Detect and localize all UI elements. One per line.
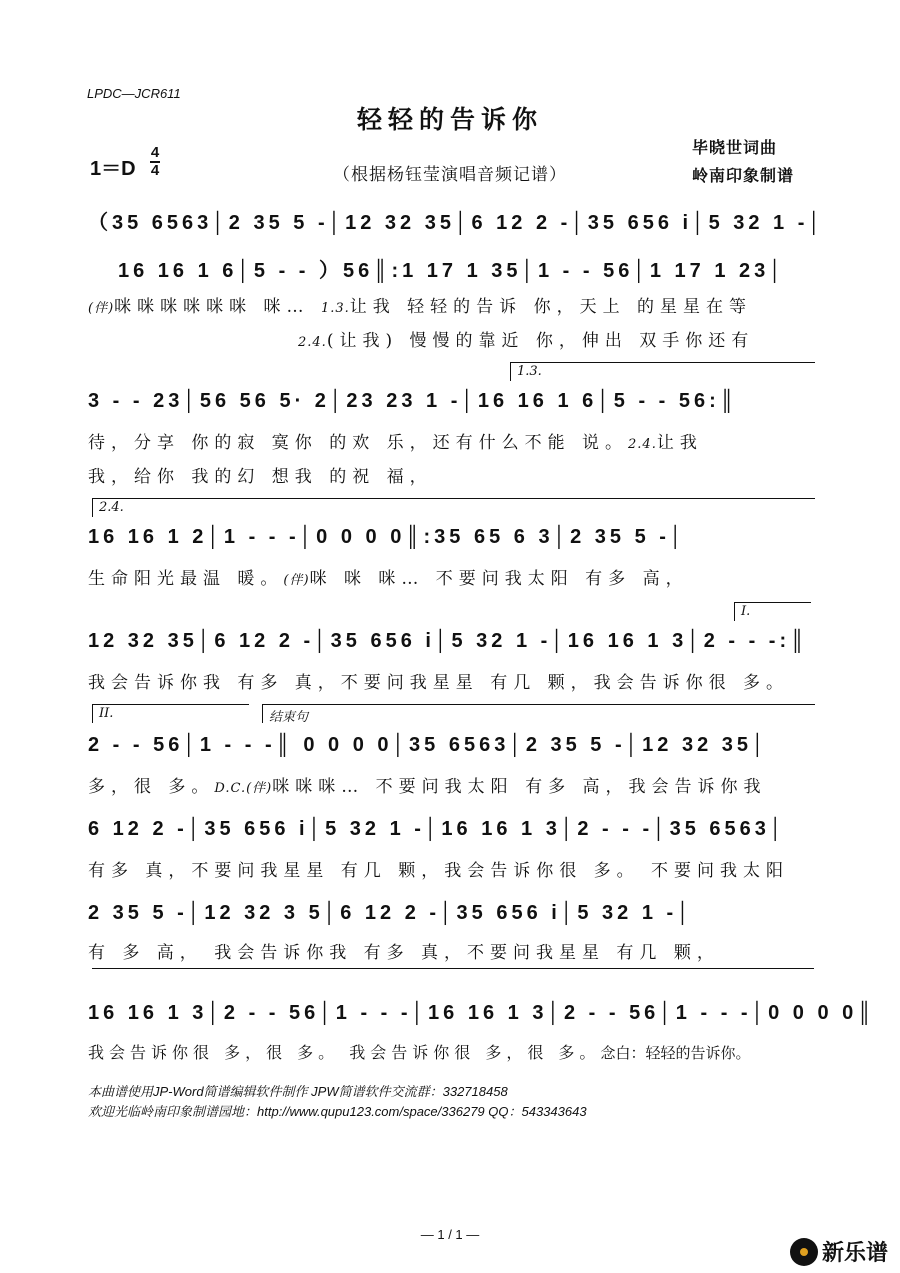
volta-1-3: 1.3.: [510, 362, 815, 381]
notation-row-5: [88, 624, 816, 658]
notes-line: 2 - - 56│1 - - -║ 0 0 0 0│35 6563│2 35 5 -│12 32 35│: [88, 734, 769, 756]
source-note: （根据杨钰莹演唱音频记谱）: [333, 165, 567, 185]
site-logo: 新乐谱: [790, 1236, 888, 1267]
volta-second-ending: II.: [92, 704, 249, 723]
lyric-line-2: 2.4.(让我) 慢慢的靠近 你，伸出 双手你还有: [298, 331, 755, 351]
lyric-line-9: 有 多 高， 我会告诉你我 有多 真，不要问我星星 有几 颗，: [88, 943, 720, 963]
notes-line: 3 - - 23│56 56 5· 2│23 23 1 -│16 16 1 6│5 - - 56:║: [88, 390, 738, 412]
notation-row-4: [88, 520, 816, 554]
notes-line: 12 32 35│6 12 2 -│35 656 i│5 32 1 -│16 16 1 3│2 - - -:║: [88, 630, 809, 652]
notation-row-1: [88, 200, 825, 234]
notation-row-7: [88, 812, 816, 846]
time-signature-bottom: 4: [150, 162, 160, 179]
volta-2-4: 2.4.: [92, 498, 815, 517]
notes-line: （35 6563│2 35 5 -│12 32 35│6 12 2 -│35 656 i│5 32 1 -│: [88, 212, 825, 234]
coda-bracket: 结束句: [262, 704, 815, 723]
lyric-line-8: 有多 真，不要问我星星 有几 颗，我会告诉你很 多。 不要问我太阳: [88, 861, 790, 881]
page-number: — 1 / 1 —: [420, 1227, 480, 1242]
notes-line: 16 16 1 6│5 - - ）56║:1 17 1 35│1 - - 56│1 17 1 23│: [118, 260, 786, 282]
notes-line: 2 35 5 -│12 32 3 5│6 12 2 -│35 656 i│5 32 1 -│: [88, 902, 694, 924]
notation-row-3: [88, 384, 816, 418]
notes-line: 16 16 1 3│2 - - 56│1 - - -│16 16 1 3│2 - - 56│1 - - -│0 0 0 0║: [88, 1002, 876, 1024]
lyric-line-3: 待，分享 你的寂 寞你 的欢 乐，还有什么不能 说。2.4.让我: [88, 433, 703, 453]
lyric-line-7: 多，很 多。D.C.(伴)咪咪咪… 不要问我太阳 有多 高，我会告诉你我: [88, 777, 767, 797]
transcriber-credit: 岭南印象制谱: [692, 166, 795, 185]
lyric-line-6: 我会告诉你我 有多 真，不要问我星星 有几 颗，我会告诉你很 多。: [88, 673, 790, 693]
notation-row-8: [88, 896, 816, 930]
key-signature: 1＝D: [90, 158, 136, 180]
footer-line-2: 欢迎光临岭南印象制谱园地：http://www.qupu123.com/space/336279 QQ：543343643: [88, 1104, 587, 1119]
bracket-line: [92, 968, 814, 969]
lyric-line-10: 我会告诉你很 多，很 多。 我会告诉你很 多，很 多。念白：轻轻的告诉你。: [88, 1043, 751, 1062]
time-signature-top: 4: [150, 144, 160, 161]
song-title: 轻轻的告诉你: [356, 105, 543, 134]
notation-row-2: [118, 248, 818, 282]
notes-line: 6 12 2 -│35 656 i│5 32 1 -│16 16 1 3│2 - - -│35 6563│: [88, 818, 787, 840]
volta-first-ending: I.: [734, 602, 811, 621]
notes-line: 16 16 1 2│1 - - -│0 0 0 0║:35 65 6 3│2 35 5 -│: [88, 526, 687, 548]
lyric-line-5: 生命阳光最温 暖。(伴)咪 咪 咪… 不要问我太阳 有多 高，: [88, 569, 689, 589]
score-code: LPDC—JCR611: [87, 86, 181, 101]
footer-line-1: 本曲谱使用JP-Word简谱编辑软件制作 JPW简谱软件交流群：332718458: [88, 1084, 508, 1099]
lyric-line-4: 我，给你 我的幻 想我 的祝 福，: [88, 467, 433, 487]
composer-credit: 毕晓世词曲: [692, 138, 778, 157]
record-disc-icon: [790, 1238, 818, 1266]
notation-row-9: [88, 996, 876, 1030]
lyric-line-1: (伴)咪咪咪咪咪咪 咪… 1.3.让我 轻轻的告诉 你，天上 的星星在等: [88, 297, 752, 317]
notation-row-6: [88, 728, 816, 762]
